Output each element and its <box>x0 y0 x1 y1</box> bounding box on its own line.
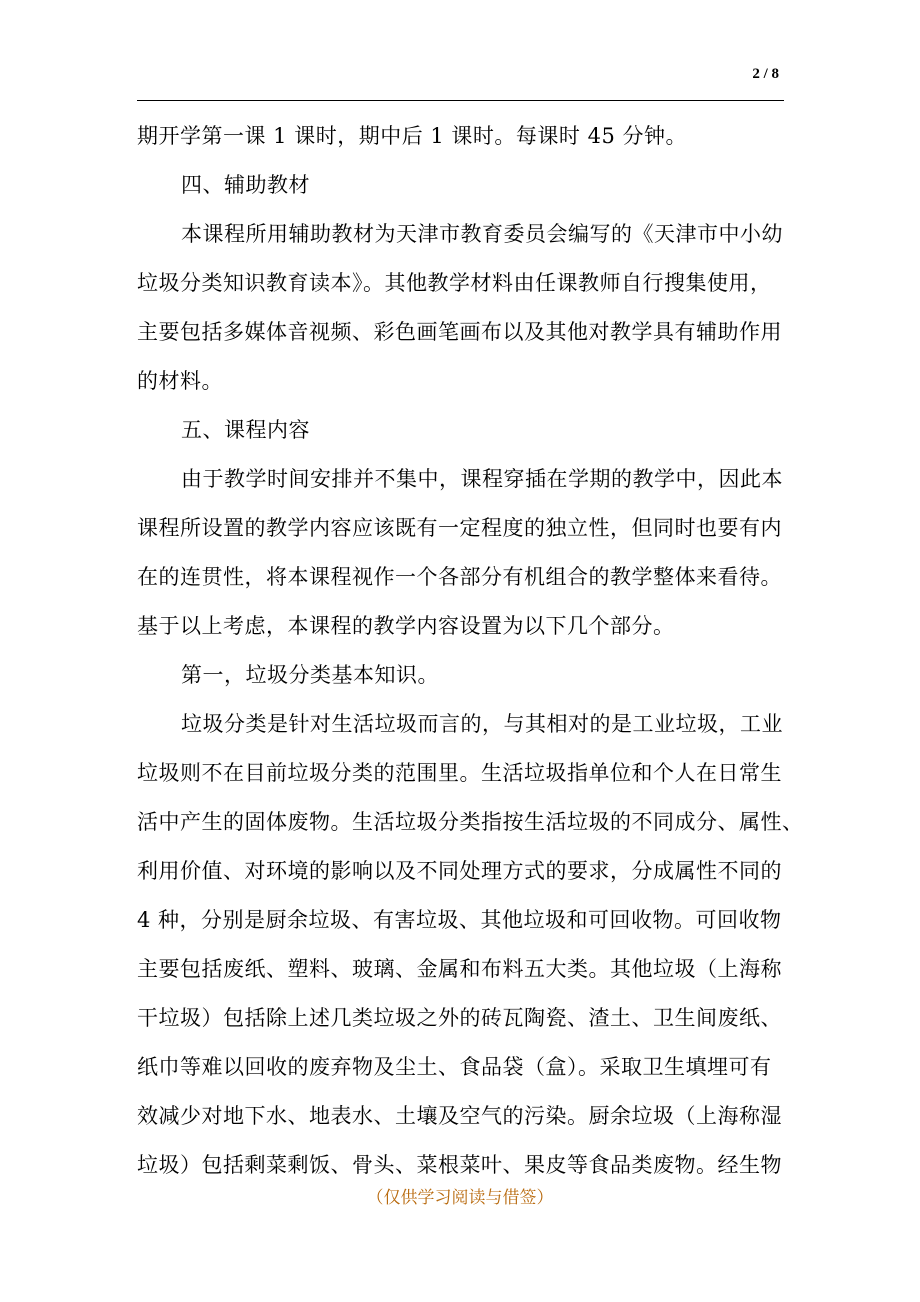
body-line: 垃圾分类知识教育读本》。其他教学材料由任课教师自行搜集使用， <box>137 271 772 295</box>
document-body <box>137 112 804 1190</box>
body-line: 干垃圾）包括除上述几类垃圾之外的砖瓦陶瓷、渣土、卫生间废纸、 <box>137 1006 782 1030</box>
body-line: 主要包括多媒体音视频、彩色画笔画布以及其他对教学具有辅助作用 <box>137 320 782 344</box>
section-heading: 五、课程内容 <box>181 418 310 442</box>
body-line: 垃圾则不在目前垃圾分类的范围里。生活垃圾指单位和个人在日常生 <box>137 761 782 785</box>
body-line: 活中产生的固体废物。生活垃圾分类指按生活垃圾的不同成分、属性、 <box>137 810 804 834</box>
body-line: 垃圾）包括剩菜剩饭、骨头、菜根菜叶、果皮等食品类废物。经生物 <box>137 1153 782 1177</box>
body-line: 主要包括废纸、塑料、玻璃、金属和布料五大类。其他垃圾（上海称 <box>137 957 782 981</box>
body-line: 纸巾等难以回收的废弃物及尘土、食品袋（盒）。采取卫生填埋可有 <box>137 1055 772 1079</box>
body-line: 期开学第一课 1 课时，期中后 1 课时。每课时 45 分钟。 <box>137 124 687 148</box>
body-line: 效减少对地下水、地表水、土壤及空气的污染。厨余垃圾（上海称湿 <box>137 1104 782 1128</box>
body-line: 课程所设置的教学内容应该既有一定程度的独立性，但同时也要有内 <box>137 516 782 540</box>
page-number: 2 / 8 <box>752 66 779 82</box>
body-line: 由于教学时间安排并不集中，课程穿插在学期的教学中，因此本 <box>181 467 783 491</box>
body-line: 本课程所用辅助教材为天津市教育委员会编写的《天津市中小幼 <box>181 222 783 246</box>
body-line: 4 种，分别是厨余垃圾、有害垃圾、其他垃圾和可回收物。可回收物 <box>137 908 782 932</box>
subsection-heading: 第一，垃圾分类基本知识。 <box>181 663 439 687</box>
footer-note: （仅供学习阅读与借签） <box>366 1188 554 1208</box>
body-line: 基于以上考虑，本课程的教学内容设置为以下几个部分。 <box>137 614 675 638</box>
header-rule <box>137 100 784 101</box>
body-line: 在的连贯性，将本课程视作一个各部分有机组合的教学整体来看待。 <box>137 565 782 589</box>
body-line: 垃圾分类是针对生活垃圾而言的，与其相对的是工业垃圾，工业 <box>181 712 783 736</box>
body-line: 利用价值、对环境的影响以及不同处理方式的要求，分成属性不同的 <box>137 859 782 883</box>
body-line: 的材料。 <box>137 369 223 393</box>
section-heading: 四、辅助教材 <box>181 173 310 197</box>
